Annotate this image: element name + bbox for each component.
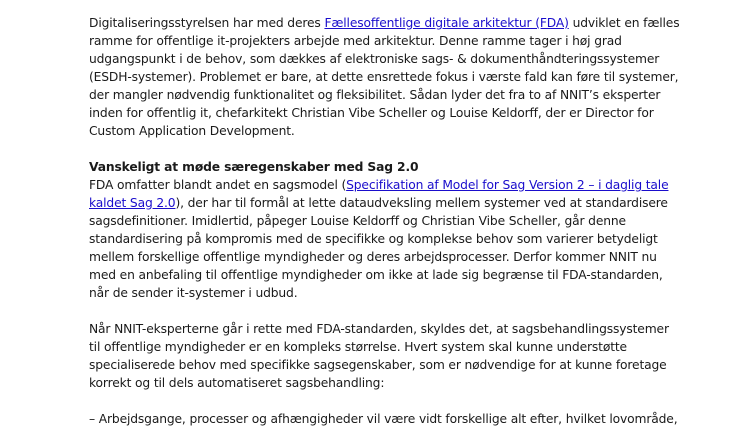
text-line: udgangspunkt i de behov, som dækkes af elektroniske sags- & dokumenthåndteringssystemer <box>89 52 660 66</box>
complexity-paragraph <box>89 320 679 392</box>
text-line: specialiserede behov med specifikke sagsegenskaber, som er nødvendige for at kunne foretage <box>89 358 667 372</box>
fda-link[interactable]: Fællesoffentlige digitale arkitektur (FDA) <box>324 16 569 30</box>
text-line: mellem forskellige offentlige myndigheder og deres arbejdsprocesser. Derfor kommer NNIT nu <box>89 250 657 264</box>
text-line <box>89 14 679 32</box>
text-run: udviklet en fælles <box>568 16 680 30</box>
text-line: med en anbefaling til offentlige myndigheder om ikke at lade sig begrænse til FDA-standarden, <box>89 268 663 282</box>
paragraph-spacer <box>89 302 679 320</box>
text-line: standardisering på kompromis med de specifikke og komplekse behov som varierer betydeligt <box>89 232 658 246</box>
sag-spec-link-continued[interactable]: kaldet Sag 2.0 <box>89 196 176 210</box>
text-line: Når NNIT-eksperterne går i rette med FDA-standarden, skyldes det, at sagsbehandlingssystemer <box>89 322 669 336</box>
intro-paragraph <box>89 14 679 140</box>
text-line: der mangler nødvendig funktionalitet og fleksibilitet. Sådan lyder det fra to af NNIT’s eksperter <box>89 88 661 102</box>
section-heading: Vanskeligt at møde særegenskaber med Sag 2.0 <box>89 160 419 174</box>
sag-paragraph <box>89 176 679 302</box>
text-line <box>89 176 679 194</box>
paragraph-spacer <box>89 392 679 410</box>
text-line: korrekt og til dels automatiseret sagsbehandling: <box>89 376 385 390</box>
text-line: ramme for offentlige it-projekters arbejde med arkitektur. Denne ramme tager i høj grad <box>89 34 622 48</box>
text-run: FDA omfatter blandt andet en sagsmodel ( <box>89 178 347 192</box>
text-run: ), der har til formål at lette dataudveksling mellem systemer ved at standardisere <box>175 196 668 210</box>
sag-spec-link[interactable]: Specifikation af Model for Sag Version 2 – i daglig tale <box>346 178 669 192</box>
document-page <box>89 14 679 428</box>
bullet-item <box>89 410 679 428</box>
text-line: Custom Application Development. <box>89 124 295 138</box>
text-line: sagsdefinitioner. Imidlertid, påpeger Louise Keldorff og Christian Vibe Scheller, går denne <box>89 214 626 228</box>
text-line <box>89 194 679 212</box>
text-run: Digitaliseringsstyrelsen har med deres <box>89 16 325 30</box>
text-line: (ESDH-systemer). Problemet er bare, at dette ensrettede fokus i værste fald kan føre til systemer, <box>89 70 679 84</box>
paragraph-spacer <box>89 140 679 158</box>
text-line: når de sender it-systemer i udbud. <box>89 286 298 300</box>
text-line: til offentlige myndigheder er en kompleks størrelse. Hvert system skal kunne understøtte <box>89 340 627 354</box>
bullet-line: – Arbejdsgange, processer og afhængigheder vil være vidt forskellige alt efter, hvilket lovområde, <box>89 412 678 426</box>
text-line: inden for offentlig it, chefarkitekt Christian Vibe Scheller og Louise Keldorff, der er Director for <box>89 106 654 120</box>
